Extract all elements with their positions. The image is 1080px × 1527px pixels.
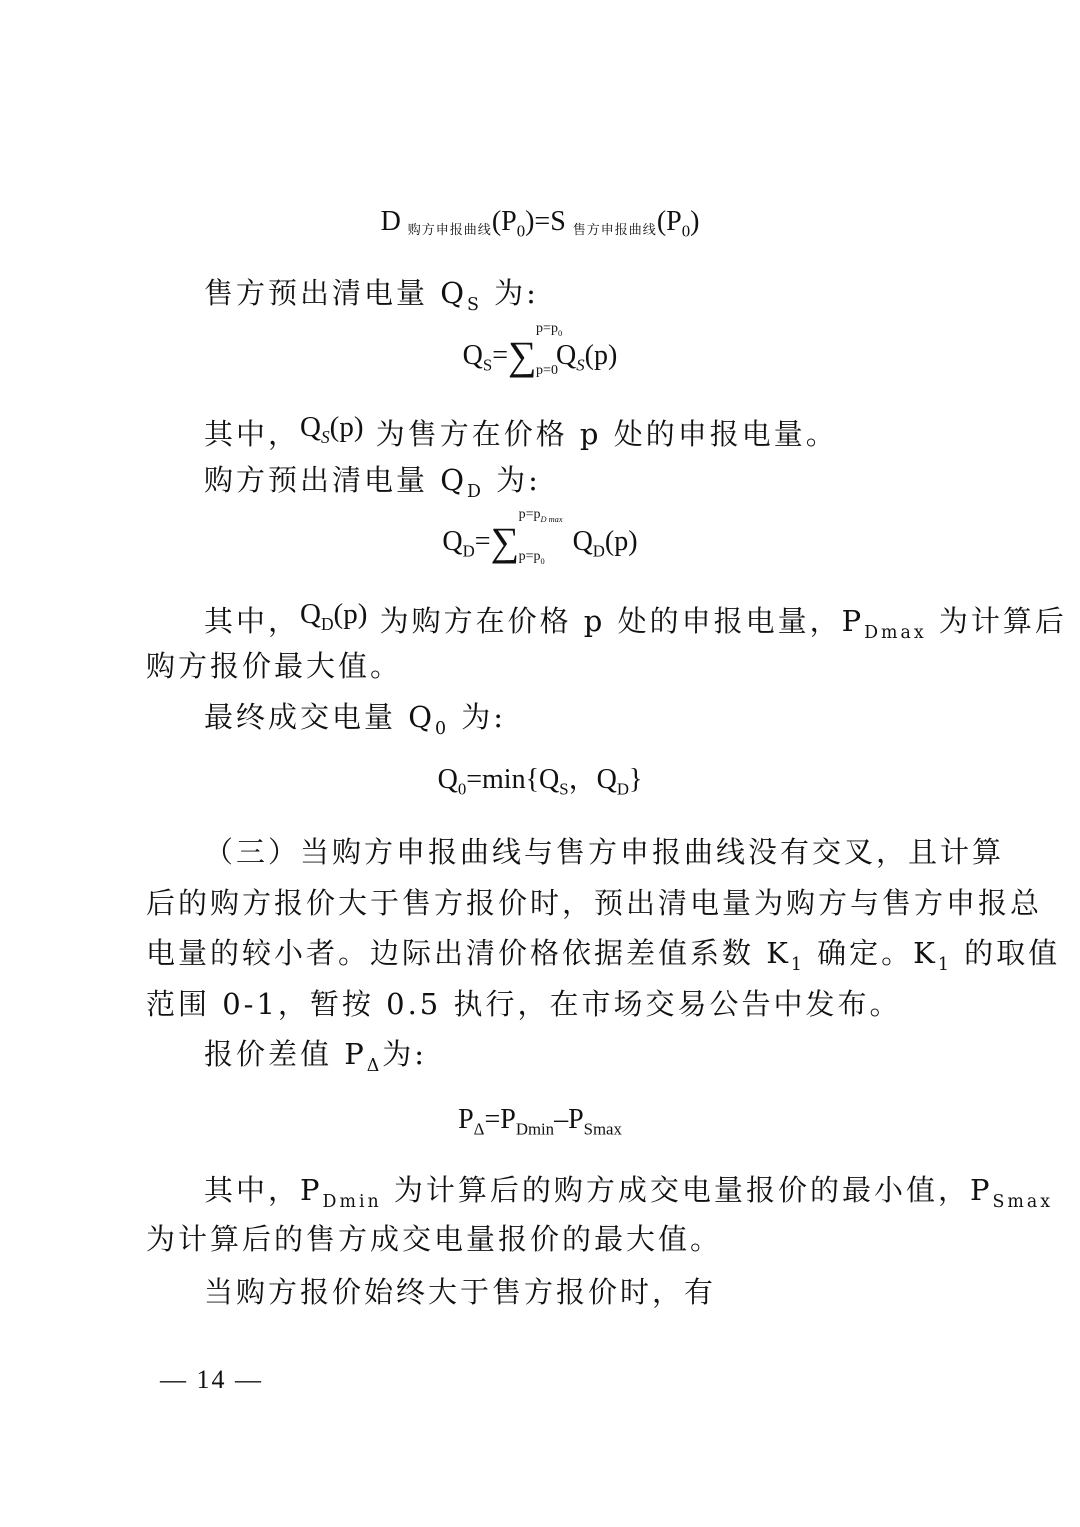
summation-sign: ∑ $p=p_{D max}$ $p=p_0$ xyxy=(490,506,563,566)
formula-symbol: Q xyxy=(442,526,463,557)
subscript: Dmin xyxy=(322,1191,382,1212)
page-number: — 14 — xyxy=(160,1365,263,1394)
paragraph-text: 其中， xyxy=(204,417,301,451)
formula-text: )=S xyxy=(525,206,566,237)
formula-qs xyxy=(0,320,1080,378)
subscript: 1 xyxy=(937,954,952,975)
paragraph-text: 最终成交电量 Q xyxy=(204,700,435,734)
formula-subscript: 购方申报曲线 xyxy=(407,223,492,238)
paragraph-text: 为售方在价格 p 处的申报电量。 xyxy=(363,417,838,451)
paragraph-three-line2: 后的购方报价大于售方报价时，预出清电量为购方与售方申报总 xyxy=(146,886,1043,920)
paragraph-text: 为购方在价格 p 处的申报电量，P xyxy=(367,604,865,638)
sum-lower-limit: $p=p_0$ xyxy=(518,548,545,566)
paragraph-qs-intro xyxy=(204,273,539,313)
formula-symbol: Q xyxy=(572,526,593,557)
paragraph-text: 为: xyxy=(382,1037,428,1071)
formula-text: ) xyxy=(690,206,700,237)
paragraph-text: 其中， xyxy=(204,604,301,638)
sum-lower-limit: p=0 xyxy=(536,362,558,378)
paragraph-text: 为计算后的购方成交电量报价的最小值，P xyxy=(381,1173,993,1207)
formula-symbol: Q xyxy=(462,340,483,371)
formula-subscript: D xyxy=(616,779,629,799)
formula-text: (P xyxy=(491,206,517,237)
paragraph-text: 的取值 xyxy=(951,936,1061,970)
formula-symbol: P xyxy=(458,1104,474,1135)
subscript: 1 xyxy=(790,954,805,975)
formula-subscript: S xyxy=(576,355,585,375)
formula-subscript: D xyxy=(462,541,475,561)
formula-subscript: Smax xyxy=(583,1119,622,1139)
formula-text: (P xyxy=(656,206,682,237)
formula-qd xyxy=(0,506,1080,566)
paragraph-three-line1: （三）当购方申报曲线与售方申报曲线没有交叉，且计算 xyxy=(204,835,1005,869)
paragraph-text: 确定。K xyxy=(804,936,938,970)
subscript: Dmax xyxy=(864,622,927,643)
paragraph-text: 为: xyxy=(483,463,541,497)
formula-text: (p) xyxy=(584,340,618,371)
paragraph-text: 为: xyxy=(481,276,539,310)
inline-formula: $Q_S(p)$ xyxy=(300,411,364,447)
paragraph-text: 为: xyxy=(449,700,507,734)
paragraph-qd-intro xyxy=(204,460,541,500)
formula-text: = xyxy=(492,340,509,371)
paragraph-text: 其中，P xyxy=(204,1173,323,1207)
formula-subscript: Δ xyxy=(473,1119,485,1139)
paragraph-pdelta-where-line2: 为计算后的售方成交电量报价的最大值。 xyxy=(146,1222,723,1256)
paragraph-text: 购方预出清电量 Q xyxy=(204,463,467,497)
formula-equilibrium xyxy=(0,202,1080,251)
paragraph-qd-where-line1 xyxy=(204,594,1067,641)
formula-subscript: 0 xyxy=(516,221,526,241)
formula-subscript: 0 xyxy=(457,779,467,799)
formula-symbol: Q xyxy=(437,764,458,795)
formula-symbol: Q xyxy=(556,340,577,371)
formula-text: } xyxy=(628,764,643,795)
formula-text: = xyxy=(474,526,491,557)
sum-upper-limit: $p=p_0$ xyxy=(536,320,563,338)
paragraph-three-line4: 范围 0-1，暂按 0.5 执行，在市场交易公告中发布。 xyxy=(146,987,902,1021)
formula-q0 xyxy=(0,760,1080,800)
formula-text: (p) xyxy=(604,526,638,557)
paragraph-pdelta-where-line1 xyxy=(204,1170,1053,1210)
subscript: S xyxy=(467,294,482,315)
formula-subscript: 售方申报曲线 xyxy=(572,223,657,238)
formula-text: –P xyxy=(554,1104,584,1135)
paragraph-q0-intro xyxy=(204,697,506,737)
formula-subscript: S xyxy=(559,779,569,799)
inline-formula: $Q_D(p)$ xyxy=(300,598,368,634)
formula-subscript: Dmin xyxy=(515,1119,555,1139)
formula-pdelta xyxy=(0,1100,1080,1140)
paragraph-text: 报价差值 P xyxy=(204,1037,367,1071)
subscript: 0 xyxy=(435,718,450,739)
summation-sign: ∑ $p=p_0$ p=0 xyxy=(508,320,563,378)
sum-upper-limit: $p=p_{D max}$ xyxy=(518,506,563,524)
paragraph-qs-where xyxy=(204,407,838,454)
paragraph-pdelta-intro xyxy=(204,1034,427,1074)
formula-symbol: D xyxy=(380,206,401,237)
subscript: D xyxy=(467,481,484,502)
paragraph-text: 为计算后 xyxy=(926,604,1067,638)
formula-text: =min{Q xyxy=(466,764,560,795)
paragraph-qd-where-line2: 购方报价最大值。 xyxy=(146,649,403,683)
subscript: Smax xyxy=(992,1191,1054,1212)
paragraph-last: 当购方报价始终大于售方报价时，有 xyxy=(204,1275,717,1309)
formula-subscript: S xyxy=(482,355,493,375)
formula-text: =P xyxy=(484,1104,516,1135)
formula-subscript: D xyxy=(592,541,605,561)
formula-subscript: 0 xyxy=(681,221,691,241)
formula-text: ，Q xyxy=(568,764,617,795)
subscript: Δ xyxy=(366,1055,383,1076)
paragraph-text: 售方预出清电量 Q xyxy=(204,276,467,310)
paragraph-text: 电量的较小者。边际出清价格依据差值系数 K xyxy=(146,936,791,970)
paragraph-three-line3 xyxy=(146,933,1060,973)
